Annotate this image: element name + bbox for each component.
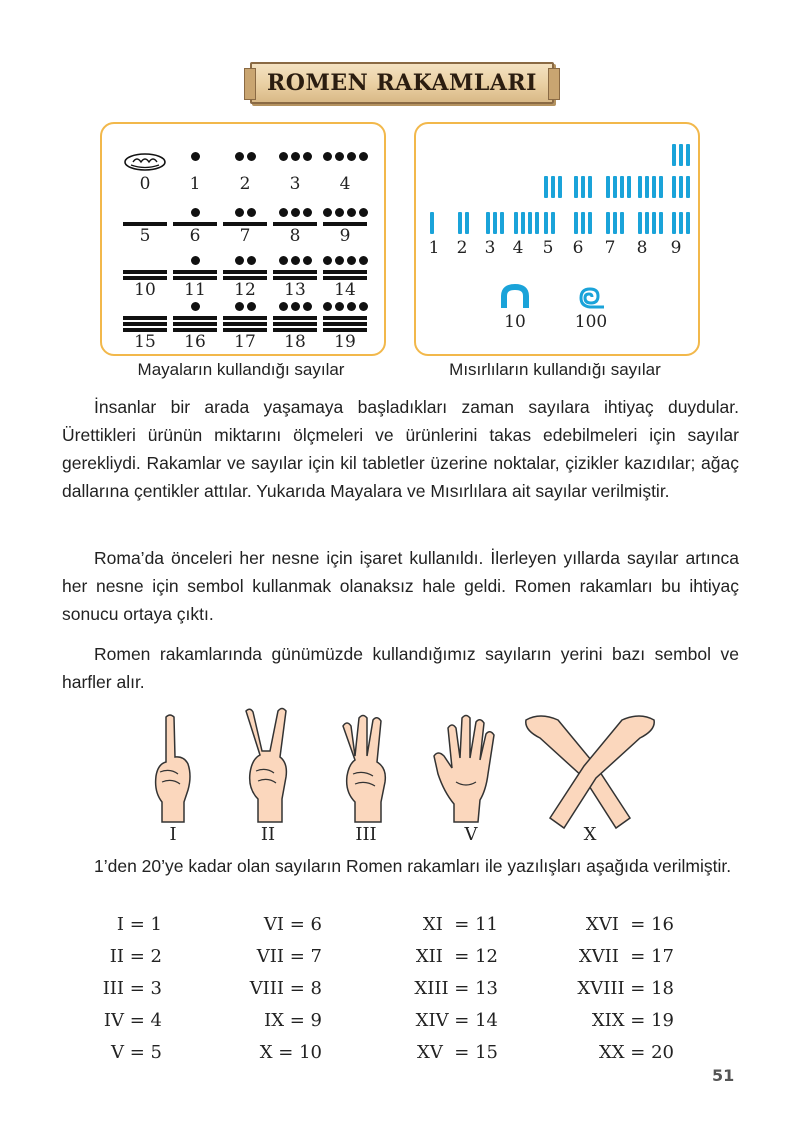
maya-dot — [323, 152, 332, 161]
maya-dot — [279, 208, 288, 217]
egypt-stroke — [652, 176, 656, 198]
maya-number-label: 12 — [234, 280, 256, 300]
maya-dot — [303, 208, 312, 217]
maya-dot — [359, 302, 368, 311]
maya-number-label: 16 — [184, 332, 206, 352]
two-finger-hand-icon — [240, 705, 295, 824]
roman-numeral-entry: XIV = 14 — [415, 1010, 498, 1031]
roman-numeral-entry: XIII = 13 — [414, 978, 498, 999]
egypt-stroke — [551, 212, 555, 234]
maya-dot — [347, 302, 356, 311]
maya-number-label: 15 — [134, 332, 156, 352]
egypt-stroke — [606, 212, 610, 234]
maya-bar — [323, 270, 367, 274]
maya-number-label: 9 — [339, 226, 351, 246]
egypt-stroke — [574, 176, 578, 198]
maya-number-label: 10 — [134, 280, 156, 300]
egypt-stroke — [486, 212, 490, 234]
maya-number-label: 7 — [239, 226, 251, 246]
egypt-stroke — [638, 176, 642, 198]
hand-label-one: I — [169, 824, 177, 845]
one-finger-hand-icon — [148, 712, 198, 824]
maya-dot — [235, 152, 244, 161]
symbols-paragraph: Romen rakamlarında günümüzde kullandığımız sayıların yerini bazı sembol ve harfler alır. — [62, 644, 739, 692]
egypt-stroke — [521, 212, 525, 234]
egypt-stroke — [686, 144, 690, 166]
maya-dot — [335, 302, 344, 311]
maya-number-label: 13 — [284, 280, 306, 300]
egypt-digit-label: 4 — [512, 238, 524, 258]
maya-dot — [359, 208, 368, 217]
roman-numeral-entry: XVIII = 18 — [577, 978, 674, 999]
egypt-stroke — [551, 176, 555, 198]
maya-dot — [335, 256, 344, 265]
maya-number-label: 8 — [289, 226, 301, 246]
intro-paragraph: İnsanlar bir arada yaşamaya başladıkları zaman sayılara ihtiyaç duydular. Ürettikleri ürünün miktarını ölçmeleri ve ürünlerini takas edebilmeleri için sayılar gerekliydi. Rakamlar ve sayılar için kil tabletler üzerine noktalar, çizikler kazıdılar; ağaç dallarına çentikler attılar. Yukarıda Mayalara ve Mısırlılara ait sayılar verilmiştir. — [62, 397, 739, 501]
maya-bar — [173, 270, 217, 274]
hand-label-two: II — [260, 824, 276, 845]
egypt-stroke — [606, 176, 610, 198]
roman-numeral-entry: III = 3 — [102, 978, 162, 999]
page-title: ROMEN RAKAMLARI — [267, 70, 537, 96]
egypt-stroke — [620, 212, 624, 234]
egypt-ten-label: 10 — [504, 312, 526, 332]
egypt-hundred-label: 100 — [574, 312, 608, 332]
maya-bar — [123, 316, 167, 320]
egypt-stroke — [627, 176, 631, 198]
maya-dot — [323, 208, 332, 217]
egypt-stroke — [638, 212, 642, 234]
egypt-stroke — [679, 212, 683, 234]
egypt-stroke — [659, 212, 663, 234]
roman-numeral-entry: VI = 6 — [263, 914, 322, 935]
egypt-stroke — [528, 212, 532, 234]
egypt-digit-label: 9 — [670, 238, 682, 258]
roman-numeral-entry: XVII = 17 — [578, 946, 674, 967]
maya-bar — [123, 322, 167, 326]
egypt-digit-label: 1 — [428, 238, 440, 258]
egypt-ten-icon — [500, 284, 530, 310]
egypt-stroke — [458, 212, 462, 234]
maya-dot — [291, 208, 300, 217]
egypt-stroke — [613, 212, 617, 234]
maya-number-label: 19 — [334, 332, 356, 352]
title-banner — [250, 62, 554, 104]
maya-numbers-panel — [100, 122, 386, 356]
maya-dot — [191, 256, 200, 265]
roman-numeral-entry: XVI = 16 — [585, 914, 674, 935]
maya-bar — [273, 316, 317, 320]
maya-bar — [323, 322, 367, 326]
egypt-digit-label: 5 — [542, 238, 554, 258]
egypt-caption: Mısırlıların kullandığı sayılar — [449, 360, 661, 379]
roman-numeral-entry: XV = 15 — [417, 1042, 498, 1063]
maya-dot — [347, 208, 356, 217]
egypt-digit-label: 8 — [636, 238, 648, 258]
hand-label-three: III — [355, 824, 377, 845]
maya-bar — [223, 322, 267, 326]
egypt-numbers-panel — [414, 122, 700, 356]
maya-dot — [235, 208, 244, 217]
maya-bar — [173, 316, 217, 320]
egypt-stroke — [574, 212, 578, 234]
egypt-stroke — [465, 212, 469, 234]
maya-dot — [291, 152, 300, 161]
maya-dot — [235, 302, 244, 311]
maya-dot — [279, 256, 288, 265]
maya-dot — [247, 152, 256, 161]
maya-bar — [323, 316, 367, 320]
egypt-stroke — [430, 212, 434, 234]
maya-dot — [291, 256, 300, 265]
maya-number-label: 11 — [184, 280, 206, 300]
roman-numeral-entry: VIII = 8 — [249, 978, 322, 999]
roman-numeral-entry: XIX = 19 — [591, 1010, 674, 1031]
maya-number-label: 4 — [339, 174, 351, 194]
roman-numeral-entry: VII = 7 — [256, 946, 322, 967]
maya-dot — [191, 302, 200, 311]
maya-dot — [359, 256, 368, 265]
egypt-hundred-icon — [576, 284, 606, 310]
roman-numeral-entry: XX = 20 — [598, 1042, 674, 1063]
roman-numeral-entry: X = 10 — [259, 1042, 322, 1063]
roman-numeral-entry: IX = 9 — [264, 1010, 322, 1031]
egypt-digit-label: 3 — [484, 238, 496, 258]
maya-number-label: 6 — [189, 226, 201, 246]
maya-dot — [347, 152, 356, 161]
maya-bar — [273, 270, 317, 274]
roman-numeral-entry: IV = 4 — [103, 1010, 162, 1031]
roman-numeral-entry: XII = 12 — [415, 946, 498, 967]
egypt-stroke — [581, 212, 585, 234]
roman-numeral-entry: I = 1 — [116, 914, 162, 935]
maya-dot — [247, 256, 256, 265]
table-intro-paragraph: 1’den 20’ye kadar olan sayıların Romen rakamları ile yazılışları aşağıda verilmiştir. — [94, 856, 732, 876]
egypt-stroke — [672, 144, 676, 166]
maya-dot — [303, 302, 312, 311]
maya-number-label: 14 — [334, 280, 356, 300]
maya-number-label: 18 — [284, 332, 306, 352]
egypt-stroke — [588, 176, 592, 198]
egypt-stroke — [686, 212, 690, 234]
egypt-stroke — [679, 144, 683, 166]
maya-bar — [223, 316, 267, 320]
maya-dot — [247, 302, 256, 311]
maya-dot — [279, 152, 288, 161]
maya-dot — [247, 208, 256, 217]
maya-dot — [335, 208, 344, 217]
maya-number-label: 0 — [139, 174, 151, 194]
rome-paragraph: Roma’da önceleri her nesne için işaret kullanıldı. İlerleyen yıllarda sayılar artınca her nesne için sembol kullanmak olanaksız hale geldi. Romen rakamları bu ihtiyaç sonucu ortaya çıktı. — [62, 548, 739, 624]
maya-dot — [323, 302, 332, 311]
egypt-stroke — [659, 176, 663, 198]
egypt-stroke — [544, 212, 548, 234]
egypt-digit-label: 2 — [456, 238, 468, 258]
hand-label-five: V — [464, 824, 478, 845]
three-finger-hand-icon — [335, 712, 395, 824]
maya-number-label: 1 — [189, 174, 201, 194]
egypt-stroke — [686, 176, 690, 198]
egypt-stroke — [535, 212, 539, 234]
maya-dot — [359, 152, 368, 161]
maya-dot — [347, 256, 356, 265]
maya-dot — [303, 152, 312, 161]
egypt-stroke — [645, 176, 649, 198]
maya-number-label: 5 — [139, 226, 151, 246]
egypt-stroke — [588, 212, 592, 234]
egypt-stroke — [672, 176, 676, 198]
egypt-stroke — [672, 212, 676, 234]
hand-label-ten: X — [583, 824, 597, 845]
roman-numeral-entry: XI = 11 — [422, 914, 498, 935]
roman-numeral-entry: V = 5 — [111, 1042, 162, 1063]
open-hand-icon — [430, 712, 500, 824]
maya-dot — [291, 302, 300, 311]
maya-caption: Mayaların kullandığı sayılar — [137, 360, 345, 379]
egypt-stroke — [581, 176, 585, 198]
maya-dot — [323, 256, 332, 265]
maya-bar — [123, 270, 167, 274]
maya-dot — [303, 256, 312, 265]
maya-number-label: 2 — [239, 174, 251, 194]
egypt-stroke — [514, 212, 518, 234]
egypt-stroke — [544, 176, 548, 198]
maya-dot — [335, 152, 344, 161]
page-number: 51 — [712, 1066, 735, 1085]
egypt-stroke — [620, 176, 624, 198]
crossed-arms-icon — [520, 708, 660, 830]
egypt-stroke — [645, 212, 649, 234]
maya-number-label: 3 — [289, 174, 301, 194]
maya-shell-icon — [123, 152, 167, 172]
egypt-stroke — [679, 176, 683, 198]
maya-dot — [235, 256, 244, 265]
egypt-digit-label: 6 — [572, 238, 584, 258]
egypt-stroke — [493, 212, 497, 234]
maya-dot — [191, 152, 200, 161]
egypt-stroke — [652, 212, 656, 234]
maya-bar — [223, 270, 267, 274]
maya-dot — [279, 302, 288, 311]
maya-bar — [173, 322, 217, 326]
egypt-stroke — [558, 176, 562, 198]
maya-bar — [273, 322, 317, 326]
maya-number-label: 17 — [234, 332, 256, 352]
maya-dot — [191, 208, 200, 217]
roman-numeral-entry: II = 2 — [109, 946, 162, 967]
egypt-stroke — [500, 212, 504, 234]
egypt-stroke — [613, 176, 617, 198]
egypt-digit-label: 7 — [604, 238, 616, 258]
